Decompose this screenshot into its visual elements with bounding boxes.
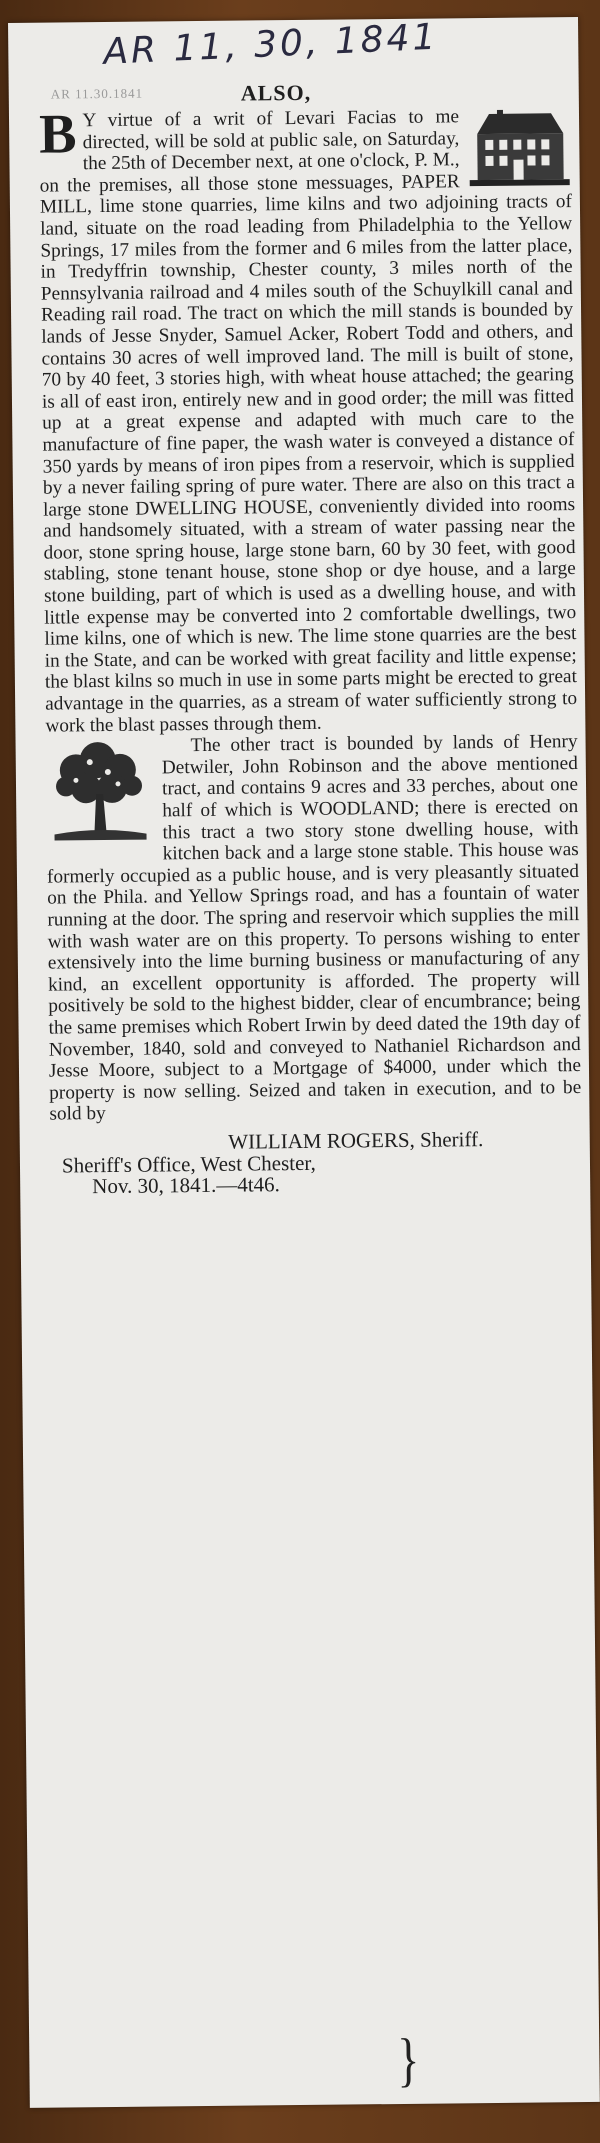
woodland-tree-icon	[46, 740, 155, 843]
sheriff-office: Sheriff's Office, West Chester,	[61, 1150, 316, 1177]
signature-block	[50, 1128, 583, 1198]
brace-mark: }	[396, 2026, 420, 2093]
notice-heading: ALSO,	[240, 79, 312, 106]
drop-cap: B	[38, 103, 77, 166]
sheriff-name: WILLIAM ROGERS, Sheriff.	[228, 1126, 484, 1154]
handwritten-note: AR 11, 30, 1841	[102, 17, 440, 73]
notice-date: Nov. 30, 1841.—4t46.	[92, 1172, 280, 1199]
paragraph-1-text: Y virtue of a writ of Levari Facias to me directed, will be sold at public sale, on Saturday, the 25th of December next, at one o'clock, P. M., on the premises, all those stone messuages, PAPER MILL, lime stone quarries, lime kilns and two adjoining tracts of land, situate on the road leading from Philadelphia to the Yellow Springs, 17 miles from the former and 6 miles from the latter place, in Tredyffrin township, Chester county, 3 miles north of the Pennsylvania railroad and 4 miles south of the Schuylkill canal and Reading rail road. The tract on which the mill stands is bounded by lands of Jesse Snyder, Samuel Acker, Robert Todd and others, and contains 30 acres of well improved land. The mill is built of stone, 70 by 40 feet, 3 stories high, with wheat house attached; the gearing is all of east iron, entirely new and in good order; the mill was fitted up at a great expense and adapted with much care to the manufacture of fine paper, the wash water is conveyed a distance of 350 yards by means of iron pipes from a reservoir, which is supplied by a never failing spring of pure water. There are also on this tract a large stone DWELLING HOUSE, conveniently divided into rooms and handsomely situated, with a stream of water passing near the door, stone spring house, large stone barn, 60 by 30 feet, with good stabling, stone tenant house, stone shop or dye house, and a large stone building, part of which is used as a dwelling house, and with little expense may be converted into 2 comfortable dwellings, two lime kilns, one of which is new. The lime stone quarries are the best in the State, and can be worked with great facility and little expense; the blast kilns so much in use in some parts might be erected to great advantage in the quarries, as a stream of water sufficiently strong to work the blast passes through them.	[39, 106, 578, 737]
paragraph-2-text: The other tract is bounded by lands of Henry Detwiler, John Robinson and the above mentioned tract, and contains 9 acres and 33 perches, about one half of which is WOODLAND; there is erected on this tract a two story stone dwelling house, with kitchen back and a large stone stable. This house was formerly occupied as a public house, and is very pleasantly situated on the Phila. and Yellow Springs road, and has a fountain of water running at the door. The spring and reservoir which supplies the mill with wash water are on this property. To persons wishing to enter extensively into the lime burning business or manufacturing of any kind, an excellent opportunity is afforded. The property will positively be sold to the highest bidder, clear of encumbrance; being the same premises which Robert Irwin by deed dated the 19th day of November, 1840, sold and conveyed to Nathaniel Richardson and Jesse Moore, subject to a Mortgage of $4000, under which the property is now selling. Seized and taken in execution, and to be sold by	[46, 731, 582, 1125]
paragraph-1	[39, 105, 578, 737]
newspaper-clipping	[8, 17, 600, 2108]
paragraph-2	[45, 731, 581, 1125]
article-body	[39, 105, 582, 1198]
paper-mill-building-icon	[467, 109, 572, 188]
faint-note: AR 11.30.1841	[50, 85, 144, 102]
